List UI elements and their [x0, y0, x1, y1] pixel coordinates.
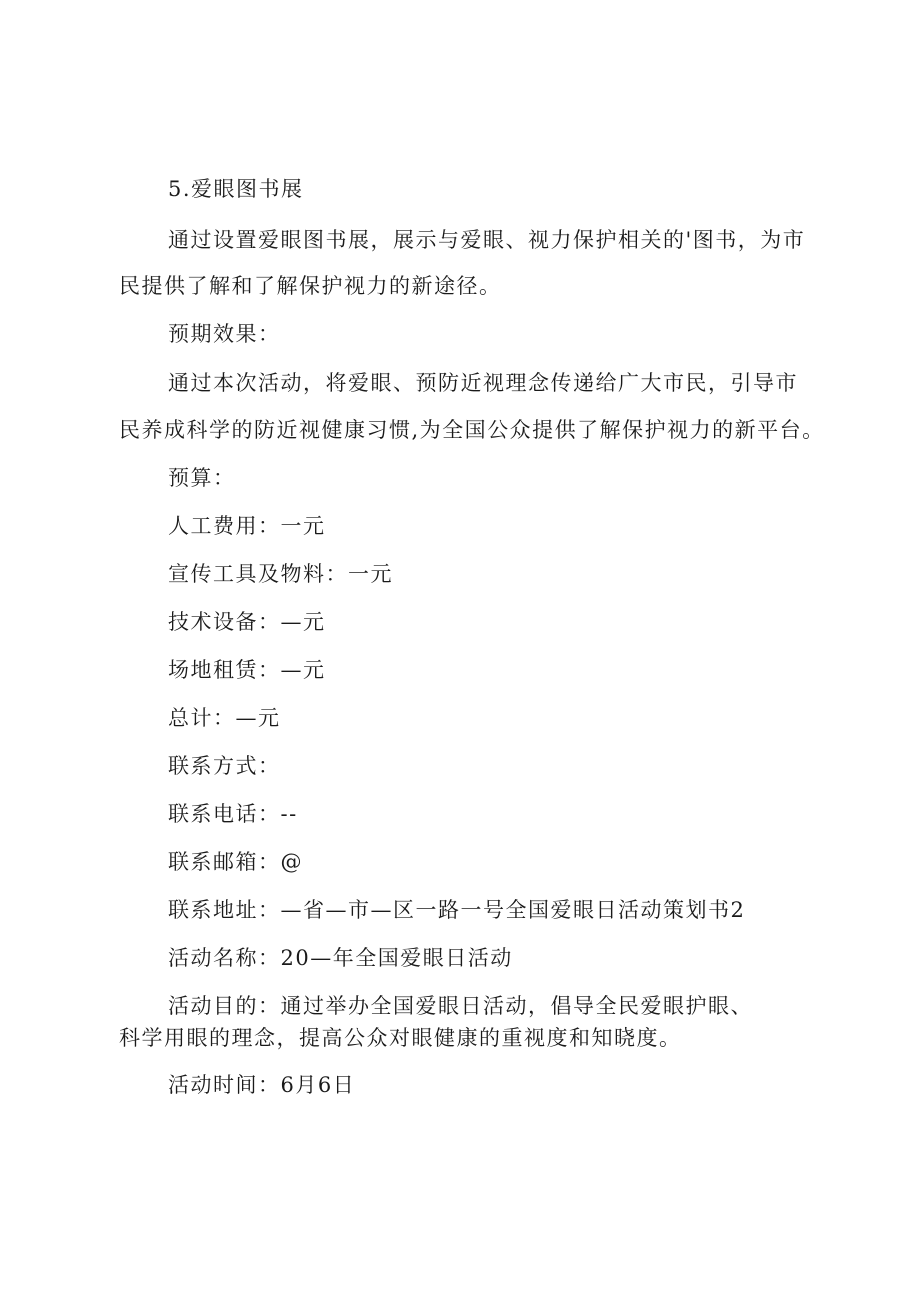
activity-time: 活动时间：6月6日 [168, 1073, 356, 1097]
budget-item-labor: 人工费用：一元 [168, 514, 326, 538]
budget-total: 总计：—元 [168, 706, 281, 730]
paragraph-line: 民提供了解和了解保护视力的新途径。 [119, 274, 502, 298]
paragraph-line: 通过本次活动，将爱眼、预防近视理念传递给广大市民，引导市 [168, 371, 798, 395]
section-heading-book-exhibition: 5.爱眼图书展 [168, 177, 304, 201]
contact-phone: 联系电话：-- [168, 802, 298, 826]
contact-heading: 联系方式： [168, 754, 281, 778]
budget-item-venue: 场地租赁：—元 [168, 658, 326, 682]
budget-item-equipment: 技术设备：—元 [168, 610, 326, 634]
paragraph-line: 民养成科学的防近视健康习惯,为全国公众提供了解保护视力的新平台。 [119, 418, 825, 442]
contact-email: 联系邮箱：@ [168, 850, 303, 874]
paragraph-line: 通过设置爱眼图书展，展示与爱眼、视力保护相关的'图书，为市 [168, 228, 806, 252]
budget-item-materials: 宣传工具及物料：一元 [168, 562, 393, 586]
activity-purpose: 活动目的：通过举办全国爱眼日活动，倡导全民爱眼护眼、 [168, 994, 753, 1018]
contact-address: 联系地址：—省—市—区一路一号全国爱眼日活动策划书2 [168, 898, 746, 922]
budget-heading: 预算： [168, 466, 236, 490]
activity-name: 活动名称：20—年全国爱眼日活动 [168, 946, 513, 970]
paragraph-line: 科学用眼的理念，提高公众对眼健康的重视度和知晓度。 [119, 1026, 682, 1050]
expected-effect-heading: 预期效果： [168, 322, 281, 346]
